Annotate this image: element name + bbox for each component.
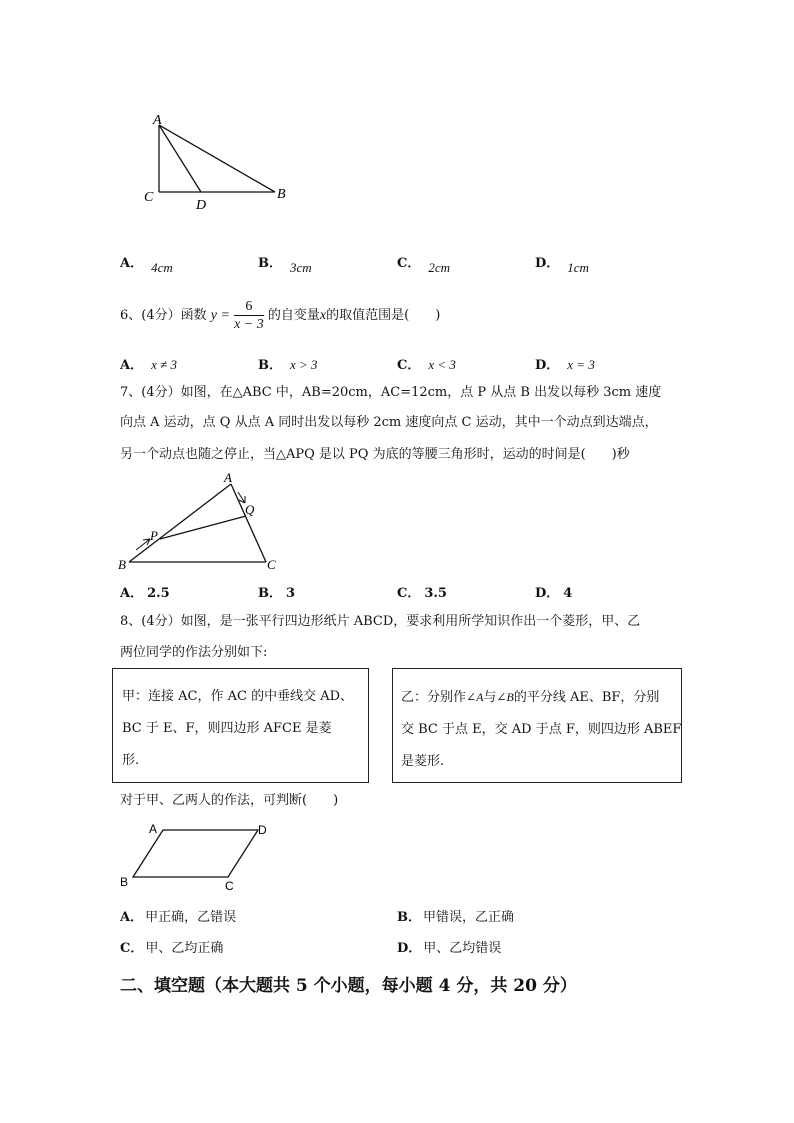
q6-func-lhs: y = — [210, 308, 230, 323]
label-b: B — [118, 557, 126, 572]
q8-option-d[interactable] — [397, 937, 501, 956]
segment-ab — [159, 125, 275, 192]
option-label: C． — [397, 358, 421, 373]
q8-option-b[interactable] — [397, 906, 514, 925]
q8-yi-box — [392, 668, 682, 783]
q8-jia-box — [112, 668, 369, 783]
q7-option-a[interactable] — [120, 582, 170, 601]
q8-option-c[interactable] — [120, 937, 223, 956]
q5-option-b[interactable] — [258, 252, 312, 275]
label-b: B — [277, 187, 286, 202]
label-c: C — [144, 190, 154, 205]
q6-suffix-a: 的自变量 — [267, 308, 320, 323]
q7-line-3: 另一个动点也随之停止，当△APQ 是以 PQ 为底的等腰三角形时，运动的时间是( )秒 — [120, 447, 630, 462]
option-value: 4cm — [151, 260, 173, 275]
q7-triangle-figure — [114, 470, 294, 576]
yi-line-3: 是菱形. — [401, 754, 445, 769]
option-label: B． — [258, 586, 282, 601]
yi-and: 与 — [483, 690, 497, 705]
option-label: C． — [397, 586, 421, 601]
segment-ad — [159, 125, 201, 192]
q5-option-d[interactable] — [535, 252, 589, 275]
yi-angle-a: ∠A — [466, 690, 484, 704]
option-value: 甲、乙均错误 — [423, 941, 502, 956]
yi-line-2: 交 BC 于点 E，交 AD 于点 F，则四边形 ABEF — [401, 722, 682, 737]
option-value: x > 3 — [290, 357, 318, 372]
q6-option-b[interactable] — [258, 354, 318, 373]
q8-judge: 对于甲、乙两人的作法，可判断( ) — [120, 793, 339, 808]
q5-option-a[interactable] — [120, 252, 173, 275]
yi-angle-b: ∠B — [496, 690, 514, 704]
q7-line-2: 向点 A 运动，点 Q 从点 A 同时出发以每秒 2cm 速度向点 C 运动，其中一个动点到达端点， — [120, 415, 658, 430]
jia-line: BC 于 E、F，则四边形 AFCE 是菱 — [122, 721, 332, 736]
yi-text-b: 的平分线 AE、BF，分别 — [513, 690, 660, 705]
option-label: B． — [397, 910, 421, 925]
label-a: A — [153, 113, 162, 128]
yi-text-a: 乙：分别作 — [401, 690, 467, 705]
q8-parallelogram-figure — [115, 818, 275, 894]
segment-ab — [129, 484, 231, 562]
label-q: Q — [245, 502, 255, 517]
section-heading-fill-in: 二、填空题（本大题共 5 个小题，每小题 4 分，共 20 分） — [120, 976, 577, 996]
segment-ac — [231, 484, 266, 562]
label-p: P — [150, 528, 158, 543]
option-value: 甲错误，乙正确 — [423, 910, 515, 925]
option-label: D． — [535, 586, 560, 601]
option-value: 甲正确，乙错误 — [145, 910, 237, 925]
jia-line: 甲：连接 AC，作 AC 的中垂线交 AD、 — [122, 689, 354, 704]
q6-fraction — [234, 298, 264, 333]
q6-numerator: 6 — [234, 298, 264, 316]
q6-var: x — [319, 308, 327, 323]
label-a: A — [149, 822, 158, 836]
option-value: x ≠ 3 — [151, 357, 177, 372]
label-a: A — [224, 470, 232, 485]
yi-line-1 — [401, 681, 681, 714]
q6-denominator: x − 3 — [234, 317, 264, 332]
q7-option-c[interactable] — [397, 582, 447, 601]
option-label: A． — [120, 256, 144, 271]
option-value: x = 3 — [567, 357, 595, 372]
option-label: B． — [258, 256, 282, 271]
q7-option-b[interactable] — [258, 582, 295, 601]
option-label: C． — [120, 941, 144, 956]
q6-option-d[interactable] — [535, 354, 595, 373]
q6-option-a[interactable] — [120, 354, 177, 373]
label-d: D — [258, 823, 267, 837]
q8-line-2: 两位同学的作法分别如下: — [120, 645, 268, 660]
option-label: C． — [397, 256, 421, 271]
option-value: 2.5 — [147, 586, 170, 601]
jia-line: 形. — [122, 753, 140, 768]
option-value: 3cm — [290, 260, 312, 275]
option-label: A． — [120, 910, 144, 925]
option-value: 4 — [563, 586, 573, 601]
q6-suffix-b: 的取值范围是( ) — [326, 308, 441, 323]
option-value: 2cm — [428, 260, 451, 275]
q7-option-d[interactable] — [535, 582, 572, 601]
q7-line-1: 7、(4分）如图，在△ABC 中，AB=20cm，AC=12cm，点 P 从点 B 出发以每秒 3cm 速度 — [120, 385, 662, 400]
option-value: 甲、乙均正确 — [145, 941, 224, 956]
option-label: D． — [397, 941, 422, 956]
segment-pq — [160, 516, 246, 539]
q8-option-a[interactable] — [120, 906, 236, 925]
label-c: C — [267, 557, 276, 572]
q5-option-c[interactable] — [397, 252, 451, 275]
q8-line-1: 8、(4分）如图，是一张平行四边形纸片 ABCD，要求利用所学知识作出一个菱形，甲、乙 — [120, 614, 641, 629]
option-label: D． — [535, 358, 560, 373]
label-b: B — [120, 875, 129, 889]
q6-prefix: 6、(4分）函数 — [120, 308, 207, 323]
option-value: 1cm — [567, 260, 589, 275]
option-label: A． — [120, 586, 144, 601]
parallelogram-abcd — [133, 830, 258, 877]
q5-triangle-figure — [138, 112, 298, 212]
label-c: C — [225, 879, 234, 893]
option-label: D． — [535, 256, 560, 271]
option-value: 3.5 — [424, 586, 447, 601]
option-value: x < 3 — [428, 357, 456, 372]
option-value: 3 — [286, 586, 296, 601]
q6-stem — [120, 298, 440, 333]
q6-option-c[interactable] — [397, 354, 456, 373]
label-d: D — [196, 198, 207, 212]
option-label: A． — [120, 358, 144, 373]
option-label: B． — [258, 358, 282, 373]
